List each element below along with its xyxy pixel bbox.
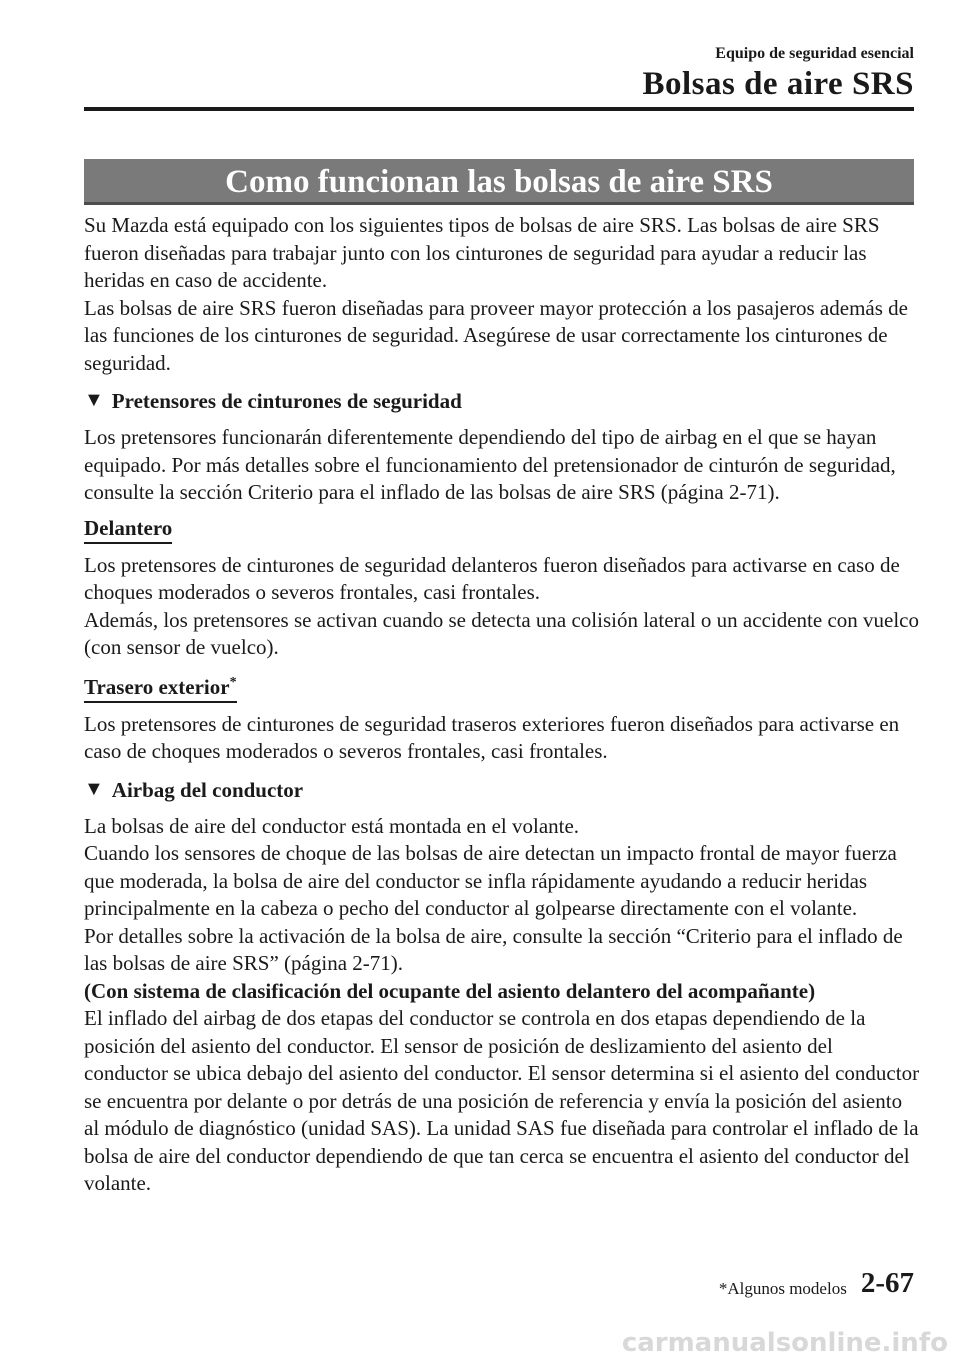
footnote-mark: * [229,674,237,690]
delantero-label: Delantero [84,515,172,544]
airbag-heading-text: Airbag del conductor [111,777,304,802]
airbag-heading [84,776,920,804]
delantero-paragraph-1: Los pretensores de cinturones de seguridad delanteros fueron diseñados para activarse en caso de choques moderados o severos frontales, casi frontales. [84,552,900,604]
header-divider [84,107,914,111]
header-title: Bolsas de aire SRS [642,66,914,102]
watermark: carmanualsonline.info [621,1328,948,1358]
pretensores-heading-text: Pretensores de cinturones de seguridad [111,389,462,413]
footnote: *Algunos modelos [718,1279,847,1298]
airbag-paragraph-1: La bolsas de aire del conductor está montada en el volante. [84,813,580,838]
section-title: Como funcionan las bolsas de aire SRS [84,159,914,205]
delantero-paragraph-2: Además, los pretensores se activan cuando se detecta una colisión lateral o un accidente con vuelco (con sensor de vuelco). [84,607,920,659]
trasero-paragraph: Los pretensores de cinturones de seguridad traseros exteriores fueron diseñados para activarse en caso de choques moderados o severos frontales, casi frontales. [84,711,900,763]
header-subtitle: Equipo de seguridad esencial [715,45,914,62]
airbag-paragraph-4: El inflado del airbag de dos etapas del conductor se controla en dos etapas dependiendo de la posición del asiento del conductor. El sensor de posición de deslizamiento del asiento del conductor se ubica debajo del asiento del conductor. El sensor determina si el asiento del conductor se encuentra por delante o por detrás de una posición de referencia y envía la posición del asiento al módulo de diagnóstico (unidad SAS). La unidad SAS fue diseñada para controlar el inflado de la bolsa de aire del conductor dependiendo de que tan cerca se encuentra el asiento del conductor del volante. [84,1006,920,1195]
airbag-paragraph-3: Por detalles sobre la activación de la bolsa de aire, consulte la sección “Criterio para el inflado de las bolsas de aire SRS” (página 2-71). [84,923,903,975]
pretensores-heading [84,387,920,415]
triangle-bullet-icon: ▼ [84,777,104,800]
intro-paragraph-1: Su Mazda está equipado con los siguientes tipos de bolsas de aire SRS. Las bolsas de aire SRS fueron diseñadas para trabajar junto con los cinturones de seguridad para ayudar a reducir las heridas en caso de accidente. [84,213,880,292]
airbag-bold-note: (Con sistema de clasificación del ocupante del asiento delantero del acompañante) [84,978,816,1003]
page-number: 2-67 [860,1267,914,1299]
page-content [84,212,920,1198]
intro-paragraph-2: Las bolsas de aire SRS fueron diseñadas para proveer mayor protección a los pasajeros además de las funciones de los cinturones de seguridad. Asegúrese de usar correctamente los cinturones de seguridad. [84,295,908,375]
page-footer [719,1266,914,1300]
airbag-paragraph-2: Cuando los sensores de choque de las bolsas de aire detectan un impacto frontal de mayor fuerza que moderada, la bolsa de aire del conductor se infla rápidamente ayudando a reducir heridas principalmente en la cabeza o pecho del conductor al golpearse directamente con el volante. [84,841,897,920]
triangle-bullet-icon: ▼ [84,389,104,411]
pretensores-paragraph: Los pretensores funcionarán diferentemente dependiendo del tipo de airbag en el que se hayan equipado. Por más detalles sobre el funcionamiento del pretensionador de cinturón de seguridad, consulte la sección Criterio para el inflado de las bolsas de aire SRS (página 2-71). [84,425,896,504]
trasero-label-text: Trasero exterior [84,674,230,699]
trasero-label [84,670,237,703]
page-header [642,44,914,104]
